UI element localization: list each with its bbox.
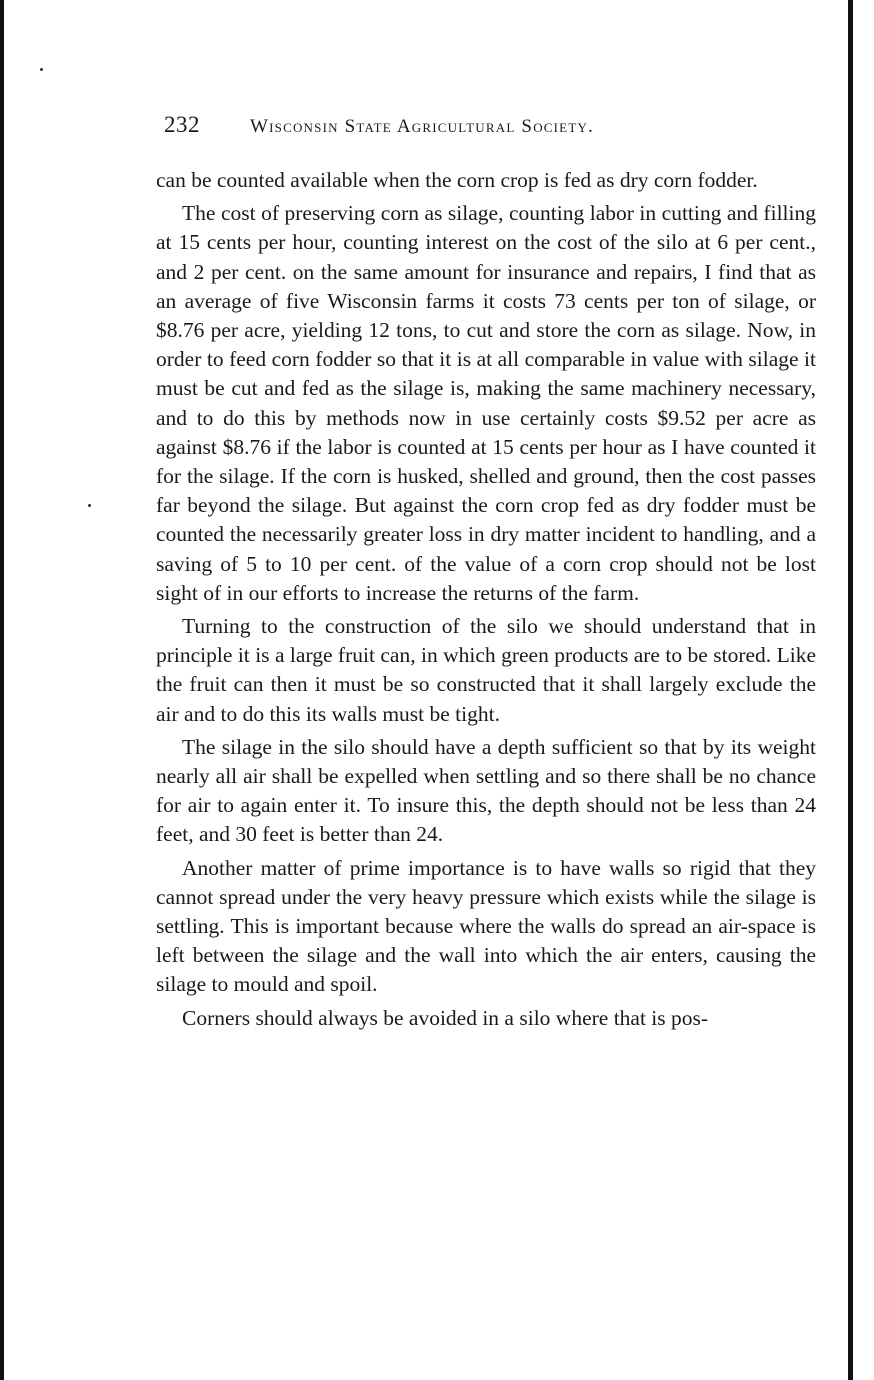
paragraph-continuation: can be counted available when the corn crop is fed as dry corn fodder. (156, 168, 758, 192)
paragraph-rigid-walls: Another matter of prime importance is to have walls so rigid that they cannot spread under the very heavy pressure which exists while the silage is settling. This is important because where the walls do spread an air-space is left between the silage and the wall into which the air enters, causing the silage to mould and spoil. (156, 855, 816, 997)
scan-speck (40, 68, 43, 71)
paragraph-corners: Corners should always be avoided in a silo where that is pos- (182, 1005, 709, 1030)
paragraph-silage-cost: The cost of preserving corn as silage, counting labor in cutting and filling at 15 cents per hour, counting interest on the cost of the silo at 6 per cent., and 2 per cent. on the same amount for insurance and repairs, I find that as an average of five Wisconsin farms it costs 73 cents per ton of silage, or $8.76 per acre, yielding 12 tons, to cut and store the corn as silage. Now, in order to feed corn fodder so that it is at all comparable in value with silage it must be cut and fed as the silage is, making the same machinery necessary, and to do this by methods now in use certainly costs $9.52 per acre as against $8.76 if the labor is counted at 15 cents per hour as I have counted it for the silage. If the corn is husked, shelled and ground, then the cost passes far beyond the silage. But against the corn crop fed as dry fodder must be counted the necessarily greater loss in dry matter incident to handling, and a saving of 5 to 10 per cent. of the value of a corn crop should not be lost sight of in our efforts to increase the returns of the farm. (156, 201, 816, 605)
paragraph-silage-depth: The silage in the silo should have a depth sufficient so that by its weight nearly all air shall be expelled when settling and so there shall be no chance for air to again enter it. To insure this, the depth should not be less than 24 feet, and 30 feet is better than 24. (156, 734, 816, 847)
paragraph-silo-construction: Turning to the construction of the silo we should understand that in principle it is a large fruit can, in which green products are to be stored. Like the fruit can then it must be so constructed that it shall largely exclude the air and to do this its walls must be tight. (156, 614, 816, 726)
scan-speck (88, 504, 91, 507)
book-page (156, 112, 816, 1037)
scan-border-left (0, 0, 4, 1380)
running-head (156, 112, 816, 152)
running-title: Wisconsin State Agricultural Society. (250, 116, 595, 137)
body-text (156, 166, 816, 1033)
page-number: 232 (164, 112, 200, 137)
scan-border-right (848, 0, 874, 1380)
